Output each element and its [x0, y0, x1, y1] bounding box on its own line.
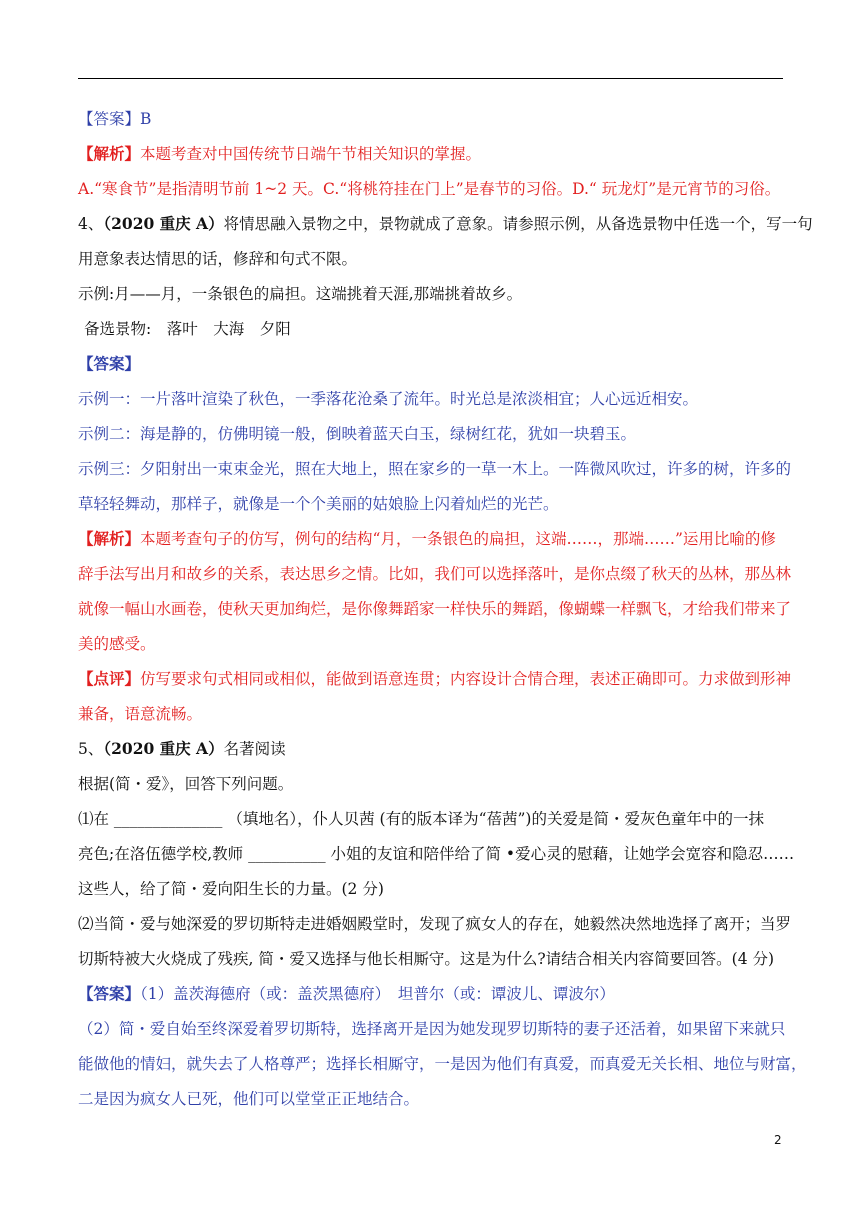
question-number: 4、 — [78, 215, 104, 233]
answer-4-label: 【答案】 — [78, 354, 141, 373]
question-4-example: 示例:月——月，一条银色的扁担。这端挑着天涯,那端挑着故乡。 — [78, 285, 523, 303]
answer-5-line-4: 二是因为疯女人已死，他们可以堂堂正正地结合。 — [78, 1090, 420, 1108]
answer-5-line-2: （2）简・爱自始至终深爱着罗切斯特，选择离开是因为她发现罗切斯特的妻子还活着，如果留下来就只 — [78, 1020, 786, 1038]
question-4-options: 备选景物: 落叶 大海 夕阳 — [84, 320, 291, 338]
analysis-label: 【解析】 — [78, 144, 141, 163]
page-number: 2 — [774, 1133, 782, 1147]
question-5-2-line-1: ⑵当简・爱与她深爱的罗切斯特走进婚姻殿堂时，发现了疯女人的存在，她毅然决然地选择了离开；当罗 — [78, 915, 792, 933]
question-number: 5、 — [78, 740, 104, 758]
question-5-1-line-2: 亮色;在洛伍德学校,教师 __________ 小姐的友谊和陪伴给了简 •爱心灵的慰藉，让她学会宽容和隐忍…… — [78, 845, 795, 863]
question-4-line-2: 用意象表达情思的话，修辞和句式不限。 — [78, 250, 358, 268]
answer-value: B — [140, 110, 152, 128]
answer-4-example-2: 示例二：海是静的，仿佛明镜一般，倒映着蓝天白玉，绿树红花，犹如一块碧玉。 — [78, 425, 637, 443]
question-5-2-line-2: 切斯特被大火烧成了残疾, 简・爱又选择与他长相厮守。这是为什么?请结合相关内容简要回答。(4 分) — [78, 950, 775, 968]
answer-4-example-3-line-1: 示例三：夕阳射出一束束金光，照在大地上，照在家乡的一草一木上。一阵微风吹过，许多的树，许多的 — [78, 460, 792, 478]
analysis-4-line-2: 辞手法写出月和故乡的关系，表达思乡之情。比如，我们可以选择落叶，是你点缀了秋天的丛林，那丛林 — [78, 565, 792, 583]
question-source: （2020 重庆 A） — [103, 739, 224, 758]
analysis-label: 【解析】 — [78, 529, 141, 548]
question-5-title — [78, 738, 788, 760]
analysis-3-detail: A.“寒食节”是指清明节前 1~2 天。C.“将桃符挂在门上”是春节的习俗。D.“ 玩龙灯”是元宵节的习俗。 — [78, 180, 781, 198]
question-text: 名著阅读 — [223, 740, 286, 758]
answer-5-line-3: 能做他的情妇，就失去了人格尊严；选择长相厮守，一是因为他们有真爱，而真爱无关长相、地位与财富， — [78, 1055, 807, 1073]
comment-4-line-2: 兼备，语意流畅。 — [78, 705, 203, 723]
analysis-4-line-1 — [78, 528, 788, 550]
comment-4-line-1 — [78, 668, 792, 690]
answer-3 — [78, 108, 788, 130]
question-text: 将情思融入景物之中，景物就成了意象。请参照示例，从备选景物中任选一个，写一句 — [223, 215, 813, 233]
answer-5-line-1 — [78, 983, 788, 1005]
answer-label: 【答案】 — [78, 984, 141, 1003]
question-4-line-1 — [78, 213, 813, 235]
question-5-1-line-3: 这些人，给了简・爱向阳生长的力量。(2 分) — [78, 880, 384, 898]
analysis-4-line-3: 就像一幅山水画卷，使秋天更加绚烂，是你像舞蹈家一样快乐的舞蹈，像蝴蝶一样飘飞，才给我们带来了 — [78, 600, 792, 618]
question-5-intro: 根据(简・爱》，回答下列问题。 — [78, 775, 294, 793]
comment-text: 仿写要求句式相同或相似，能做到语意连贯；内容设计合情合理，表述正确即可。力求做到形神 — [140, 670, 792, 688]
analysis-text: 本题考查对中国传统节日端午节相关知识的掌握。 — [140, 145, 482, 163]
header-rule — [78, 78, 783, 79]
question-5-1-line-1: ⑴在 ______________ （填地名），仆人贝茜 (有的版本译为“蓓茜”)的关爱是简・爱灰色童年中的一抹 — [78, 810, 764, 828]
answer-4-example-3-line-2: 草轻轻舞动，那样子，就像是一个个美丽的姑娘脸上闪着灿烂的光芒。 — [78, 495, 559, 513]
analysis-4-line-4: 美的感受。 — [78, 635, 156, 653]
answer-text: （1）盖茨海德府（或：盖茨黑德府） 坦普尔（或：谭波儿、谭波尔） — [140, 985, 615, 1003]
answer-4-example-1: 示例一：一片落叶渲染了秋色，一季落花沧桑了流年。时光总是浓淡相宜；人心远近相安。 — [78, 390, 699, 408]
question-source: （2020 重庆 A） — [103, 214, 224, 233]
analysis-text: 本题考查句子的仿写，例句的结构“月，一条银色的扁担，这端……，那端……”运用比喻的修 — [140, 530, 776, 548]
analysis-3 — [78, 143, 788, 165]
answer-label: 【答案】 — [78, 110, 141, 128]
comment-label: 【点评】 — [78, 669, 141, 688]
